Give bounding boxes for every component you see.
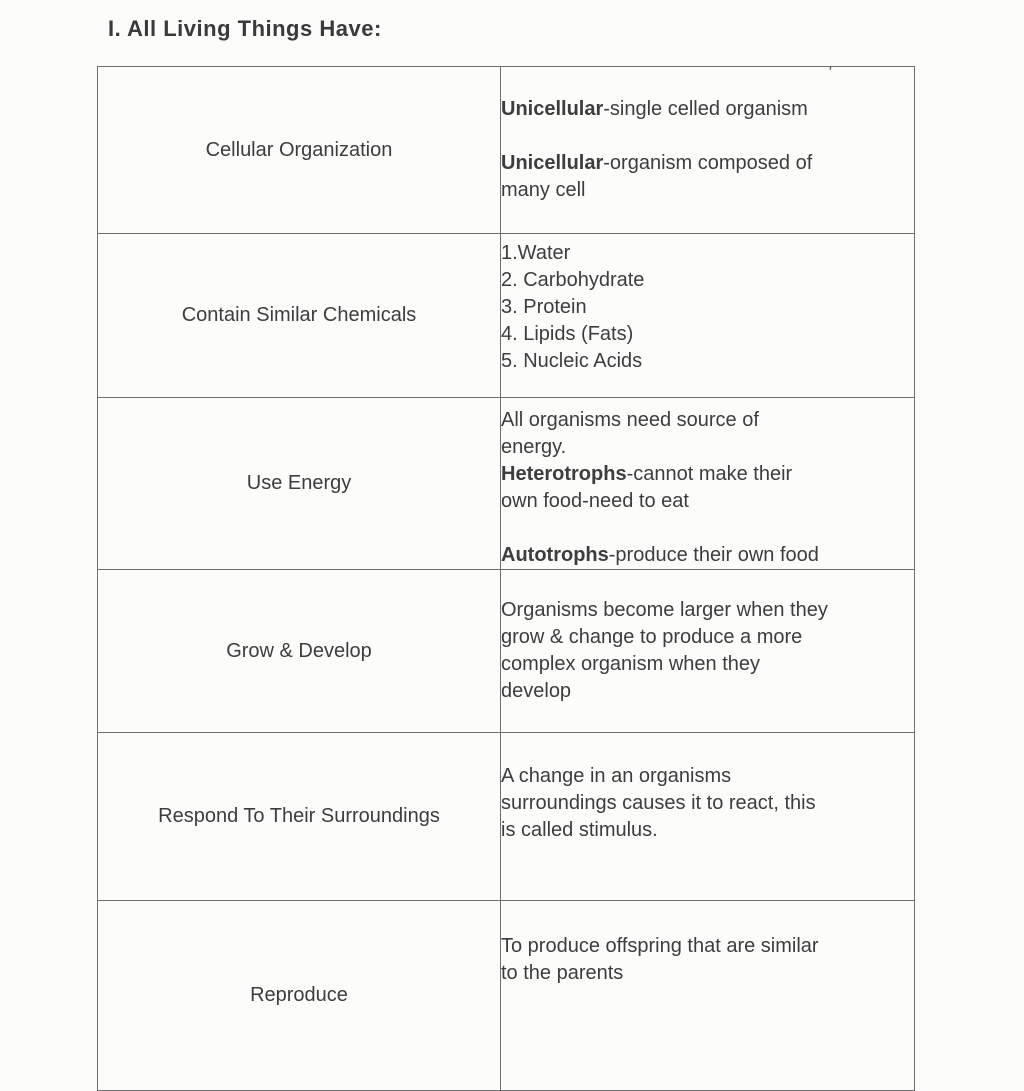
description-line (501, 434, 914, 461)
category-cell (98, 570, 501, 733)
text-segment: complex organism when they (501, 653, 761, 675)
description-line (501, 461, 914, 488)
category-label: Use Energy (246, 472, 352, 494)
text-segment: grow & change to produce a more (501, 626, 803, 648)
description-line (501, 960, 914, 987)
description-cell (501, 901, 915, 1091)
text-segment: -single celled organism (603, 98, 808, 120)
text-segment: own food-need to eat (501, 490, 689, 512)
description-line (501, 651, 914, 678)
description-line (501, 407, 914, 434)
category-cell (98, 901, 501, 1091)
text-segment: -cannot make their (626, 463, 793, 485)
description-line (501, 150, 914, 177)
description-line (501, 294, 914, 321)
description-cell (501, 733, 915, 901)
table-row (98, 67, 915, 234)
text-segment: to the parents (501, 962, 624, 984)
blank-line (501, 123, 914, 150)
description-line (501, 624, 914, 651)
category-cell (98, 67, 501, 234)
description-line (501, 933, 914, 960)
description-line (501, 267, 914, 294)
table-row (98, 733, 915, 901)
table-row (98, 901, 915, 1091)
description-cell (501, 398, 915, 570)
description-line (501, 177, 914, 204)
category-label: Grow & Develop (226, 639, 372, 662)
text-segment: 4. Lipids (Fats) (501, 323, 634, 345)
description-line (501, 96, 914, 123)
description-line (501, 763, 914, 790)
description-line (501, 542, 914, 569)
text-segment: energy. (501, 436, 567, 458)
description-line (501, 348, 914, 375)
description-cell (501, 234, 915, 398)
bold-term: Autotrophs (501, 544, 609, 566)
text-segment: To produce offspring that are similar (501, 935, 819, 957)
category-label: Cellular Organization (205, 138, 393, 161)
category-cell (98, 234, 501, 398)
living-things-table (97, 63, 915, 1091)
category-label: Reproduce (250, 984, 348, 1006)
scan-artifact-mark: ' (826, 63, 833, 82)
text-segment: surroundings causes it to react, this (501, 792, 816, 814)
text-segment: A change in an organisms (501, 765, 732, 787)
description-line (501, 597, 914, 624)
description-line (501, 488, 914, 515)
text-segment: many cell (501, 179, 586, 201)
description-line (501, 321, 914, 348)
table-body (98, 67, 915, 1091)
text-segment: 1.Water (501, 242, 571, 264)
category-label: Contain Similar Chemicals (181, 304, 417, 326)
text-segment: 3. Protein (501, 296, 587, 318)
text-segment: is called stimulus. (501, 819, 658, 841)
text-segment: -produce their own food (608, 544, 819, 566)
text-segment: -organism composed of (603, 152, 813, 174)
table-row (98, 570, 915, 733)
page-title: I. All Living Things Have: (108, 16, 382, 41)
text-segment: develop (501, 680, 572, 702)
table-row (98, 398, 915, 570)
category-cell (98, 398, 501, 570)
description-cell (501, 67, 915, 234)
description-line (501, 678, 914, 705)
bold-term: Unicellular (501, 152, 604, 174)
description-line (501, 790, 914, 817)
bold-term: Unicellular (501, 98, 604, 120)
blank-line (501, 515, 914, 542)
category-label: Respond To Their Surroundings (158, 805, 440, 827)
text-segment: 5. Nucleic Acids (501, 350, 643, 372)
description-line (501, 817, 914, 844)
text-segment: All organisms need source of (501, 409, 759, 431)
bold-term: Heterotrophs (501, 463, 627, 485)
category-cell (98, 733, 501, 901)
description-line (501, 240, 914, 267)
text-segment: Organisms become larger when they (501, 599, 828, 621)
table-row (98, 234, 915, 398)
description-cell (501, 570, 915, 733)
text-segment: 2. Carbohydrate (501, 269, 645, 291)
